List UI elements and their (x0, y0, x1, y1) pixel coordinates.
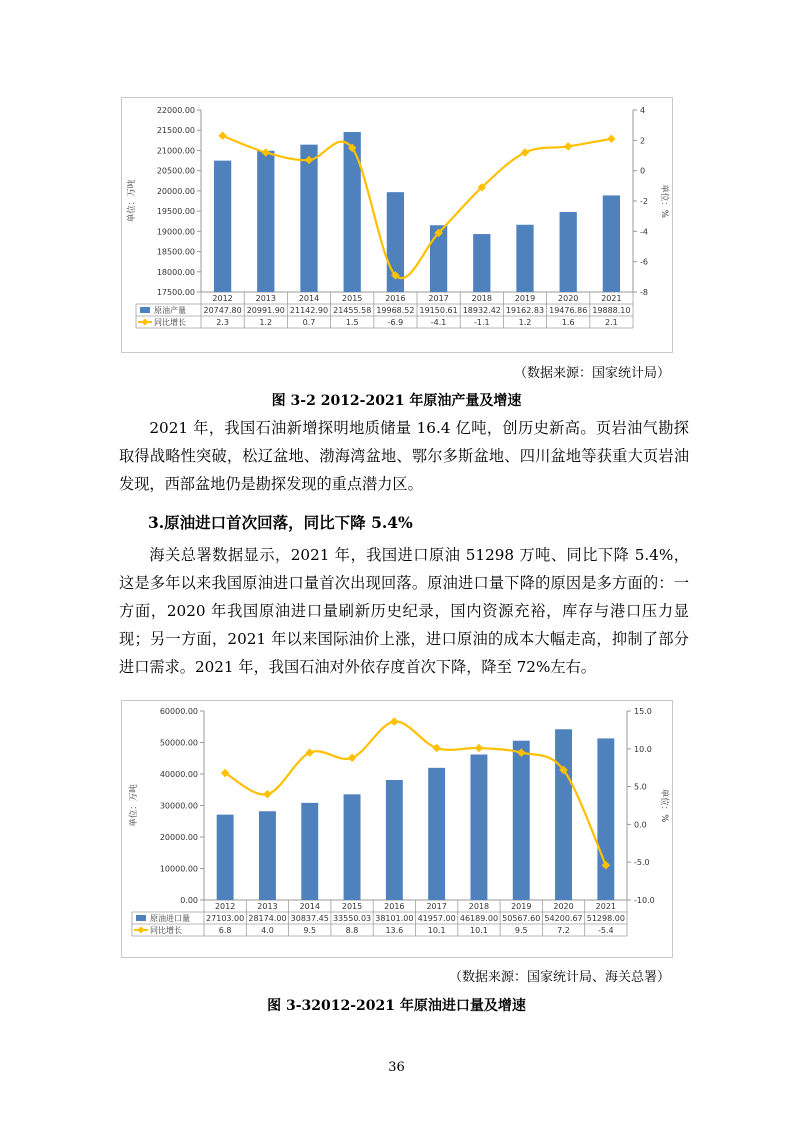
fig2-bar-data-label: 30837.45 (290, 914, 329, 923)
fig2-bar (259, 811, 276, 900)
paragraph-1: 2021 年，我国石油新增探明地质储量 16.4 亿吨，创历史新高。页岩油气勘探取得战略性突破，松辽盆地、渤海湾盆地、鄂尔多斯盆地、四川盆地等获重大页岩油发现，西部盆地仍是勘探发现的重点潜力区。 (119, 419, 689, 493)
fig2-legend-bar-key (136, 915, 146, 921)
fig2-bar-data-label: 28174.00 (248, 914, 287, 923)
fig1-y2-tick-label: -2 (640, 197, 648, 206)
fig2-y2-tick-label: -10.0 (634, 896, 655, 905)
fig2-x-tick-label: 2020 (553, 902, 574, 911)
fig2-x-tick-label: 2016 (384, 902, 405, 911)
fig2-bar (344, 794, 361, 900)
fig1-y2-tick-label: 0 (640, 166, 646, 176)
fig1-line-data-label: -1.1 (473, 318, 490, 327)
fig1-x-tick-label: 2013 (255, 294, 276, 303)
fig1-bar (300, 145, 317, 292)
fig1-bar-data-label: 19476.86 (549, 306, 588, 315)
figure2-source: （数据来源：国家统计局、海关总署） (448, 970, 670, 985)
fig1-bar-data-label: 19162.83 (505, 306, 545, 315)
figure1-chart-svg (122, 98, 672, 352)
fig1-bar-data-label: 20747.80 (203, 306, 242, 315)
fig1-legend-line-marker (141, 318, 148, 325)
fig2-growth-point (390, 717, 398, 725)
fig1-line-data-label: 1.2 (259, 318, 273, 327)
fig1-bar-data-label: 19150.61 (419, 306, 458, 315)
fig1-line-data-label: 0.7 (302, 318, 316, 327)
fig2-x-tick-label: 2014 (299, 902, 320, 911)
fig1-y2-tick-label: 4 (640, 106, 646, 115)
fig2-y-tick-label: 30000.00 (159, 801, 198, 811)
fig1-line-data-label: -4.1 (430, 318, 447, 327)
fig2-bar (386, 780, 403, 900)
fig2-x-tick-label: 2017 (426, 902, 447, 911)
fig1-bar (473, 234, 490, 292)
fig2-x-tick-label: 2015 (341, 902, 363, 911)
fig1-growth-point (218, 132, 226, 140)
fig2-y-tick-label: 40000.00 (159, 770, 198, 779)
fig2-legend-line-label: 同比增长 (150, 926, 182, 935)
fig1-bar-data-label: 21142.90 (289, 306, 329, 315)
fig2-y-tick-label: 10000.00 (159, 864, 198, 874)
fig1-x-tick-label: 2012 (212, 294, 233, 303)
figure1-caption: 图 3-2 2012-2021 年原油产量及增速 (271, 393, 522, 409)
fig2-y2-tick-label: 10.0 (634, 744, 652, 754)
fig1-y-axis-label: 单位：万吨 (127, 179, 137, 223)
fig1-bar (560, 212, 577, 292)
figure2-chart (121, 700, 673, 958)
fig2-bar (217, 815, 234, 900)
fig2-bar-data-label: 50567.60 (502, 914, 541, 923)
fig1-bar-data-label: 18932.42 (462, 306, 501, 315)
figure2-caption: 图 3-32012-2021 年原油进口量及增速 (267, 998, 526, 1014)
fig2-growth-point (348, 754, 356, 762)
fig1-y-tick-label: 18500.00 (156, 247, 195, 257)
figure1-chart (121, 97, 673, 353)
fig1-line-data-label: -6.9 (387, 318, 404, 327)
fig1-bar-data-label: 21455.58 (333, 306, 372, 315)
fig2-line-data-label: 9.5 (303, 926, 317, 935)
fig1-y-tick-label: 18000.00 (156, 267, 195, 277)
fig1-y2-tick-label: -6 (640, 257, 648, 267)
fig1-bar-data-label: 19888.10 (592, 306, 631, 315)
fig2-growth-point (263, 790, 271, 798)
fig1-y2-tick-label: -4 (640, 227, 648, 237)
fig2-y2-tick-label: 15.0 (634, 707, 652, 716)
fig1-y-tick-label: 20000.00 (156, 186, 195, 196)
fig2-bar (428, 768, 445, 900)
fig2-growth-point (432, 744, 440, 752)
fig1-x-tick-label: 2014 (298, 294, 320, 303)
fig2-bar (597, 738, 614, 900)
fig1-line-data-label: 1.5 (345, 318, 359, 327)
fig1-line-data-label: 2.3 (216, 318, 229, 327)
fig1-line-data-label: 1.2 (518, 318, 532, 327)
fig1-bar-data-label: 19968.52 (376, 306, 415, 315)
fig1-growth-point (607, 135, 615, 143)
fig2-line-data-label: 10.1 (427, 926, 446, 935)
fig2-legend-bar-label: 原油进口量 (150, 914, 190, 923)
fig1-y-tick-label: 20500.00 (156, 166, 195, 176)
fig1-line-data-label: 2.1 (605, 318, 618, 327)
fig1-x-tick-label: 2015 (342, 294, 363, 303)
fig2-line-data-label: 8.8 (345, 926, 359, 935)
fig1-legend-line-label: 同比增长 (154, 318, 186, 327)
fig1-y-tick-label: 21500.00 (156, 126, 195, 136)
fig2-bar-data-label: 38101.00 (375, 914, 414, 923)
fig2-y-tick-label: 50000.00 (159, 738, 198, 748)
fig1-growth-point (521, 148, 529, 156)
fig2-bar (301, 803, 318, 900)
fig1-x-tick-label: 2018 (471, 294, 492, 303)
fig2-bar (470, 755, 487, 900)
fig1-bar (257, 151, 274, 292)
fig1-y-tick-label: 19500.00 (156, 207, 195, 217)
fig1-y-tick-label: 19000.00 (156, 227, 195, 237)
fig1-y-tick-label: 22000.00 (156, 106, 195, 115)
fig1-y2-tick-label: 2 (640, 136, 646, 146)
fig2-line-data-label: 4.0 (261, 926, 274, 935)
fig1-x-tick-label: 2019 (514, 294, 536, 303)
fig2-line-data-label: 6.8 (218, 926, 232, 935)
fig2-x-tick-label: 2019 (511, 902, 532, 911)
figure1-source: （数据来源：国家统计局） (513, 366, 670, 381)
fig1-bar (214, 161, 231, 292)
fig2-x-tick-label: 2021 (595, 902, 617, 911)
fig2-growth-point (475, 744, 483, 752)
fig2-bar (555, 729, 572, 900)
fig2-line-data-label: -5.4 (598, 926, 614, 935)
fig2-line-data-label: 10.1 (470, 926, 488, 935)
fig1-y-tick-label: 17500.00 (156, 288, 195, 297)
fig2-x-tick-label: 2018 (468, 902, 490, 911)
fig2-y-tick-label: 20000.00 (159, 833, 198, 842)
fig2-bar-data-label: 51298.00 (586, 914, 625, 923)
fig2-growth-line (225, 722, 606, 866)
fig2-legend-line-marker (137, 926, 144, 933)
fig2-bar-data-label: 54200.67 (544, 914, 583, 923)
paragraph-2: 海关总署数据显示，2021 年，我国进口原油 51298 万吨、同比下降 5.4%，这是多年以来我国原油进口量首次出现回落。原油进口量下降的原因是多方面的：一方面，2020 年我国原油进口量刷新历史纪录，国内资源充裕，库存与港口压力显现；另一方面，2021 年以来国际油价上涨，进口原油的成本大幅走高，抑制了部分进口需求。2021 年，我国石油对外依存度首次下降，降至 72%左右。 (119, 546, 689, 676)
fig2-line-data-label: 7.2 (557, 926, 570, 935)
fig1-bar (603, 195, 620, 292)
fig1-x-tick-label: 2021 (601, 294, 622, 303)
fig2-bar-data-label: 33550.03 (332, 914, 372, 923)
fig1-line-data-label: 1.6 (561, 318, 575, 327)
page-number: 36 (388, 1060, 405, 1075)
fig2-x-tick-label: 2012 (214, 902, 236, 911)
fig1-growth-line (223, 136, 612, 278)
fig2-bar (513, 741, 530, 900)
fig2-y2-tick-label: 0.0 (634, 820, 647, 830)
fig1-bar (516, 225, 533, 292)
fig2-bar-data-label: 41957.00 (417, 914, 456, 923)
fig2-line-data-label: 13.6 (385, 926, 404, 935)
fig1-growth-point (564, 142, 572, 150)
fig1-y2-axis-label: 单位：% (659, 184, 669, 218)
section-heading: 3.原油进口首次回落，同比下降 5.4% (148, 513, 413, 532)
figure2-chart-svg (122, 701, 672, 957)
fig1-legend-bar-label: 原油产量 (154, 306, 186, 315)
fig1-x-tick-label: 2020 (558, 294, 579, 303)
fig2-y2-tick-label: -5.0 (634, 858, 650, 868)
fig2-bar-data-label: 46189.00 (459, 914, 499, 923)
fig2-y-tick-label: 60000.00 (159, 707, 198, 716)
fig1-bar-data-label: 20991.90 (246, 306, 285, 315)
fig2-y-tick-label: 0.00 (180, 896, 198, 905)
fig2-y-axis-label: 单位：万吨 (129, 784, 139, 827)
fig1-x-tick-label: 2017 (428, 294, 449, 303)
fig1-y-tick-label: 21000.00 (156, 146, 195, 156)
fig2-x-tick-label: 2013 (257, 902, 278, 911)
fig2-y2-axis-label: 单位：% (659, 788, 669, 823)
fig1-x-tick-label: 2016 (385, 294, 406, 303)
fig1-bar (344, 132, 361, 292)
fig2-y2-tick-label: 5.0 (634, 782, 647, 792)
fig1-legend-bar-key (140, 307, 150, 313)
fig1-y2-tick-label: -8 (640, 288, 648, 297)
fig2-bar-data-label: 27103.00 (206, 914, 245, 923)
fig2-line-data-label: 9.5 (514, 926, 528, 935)
